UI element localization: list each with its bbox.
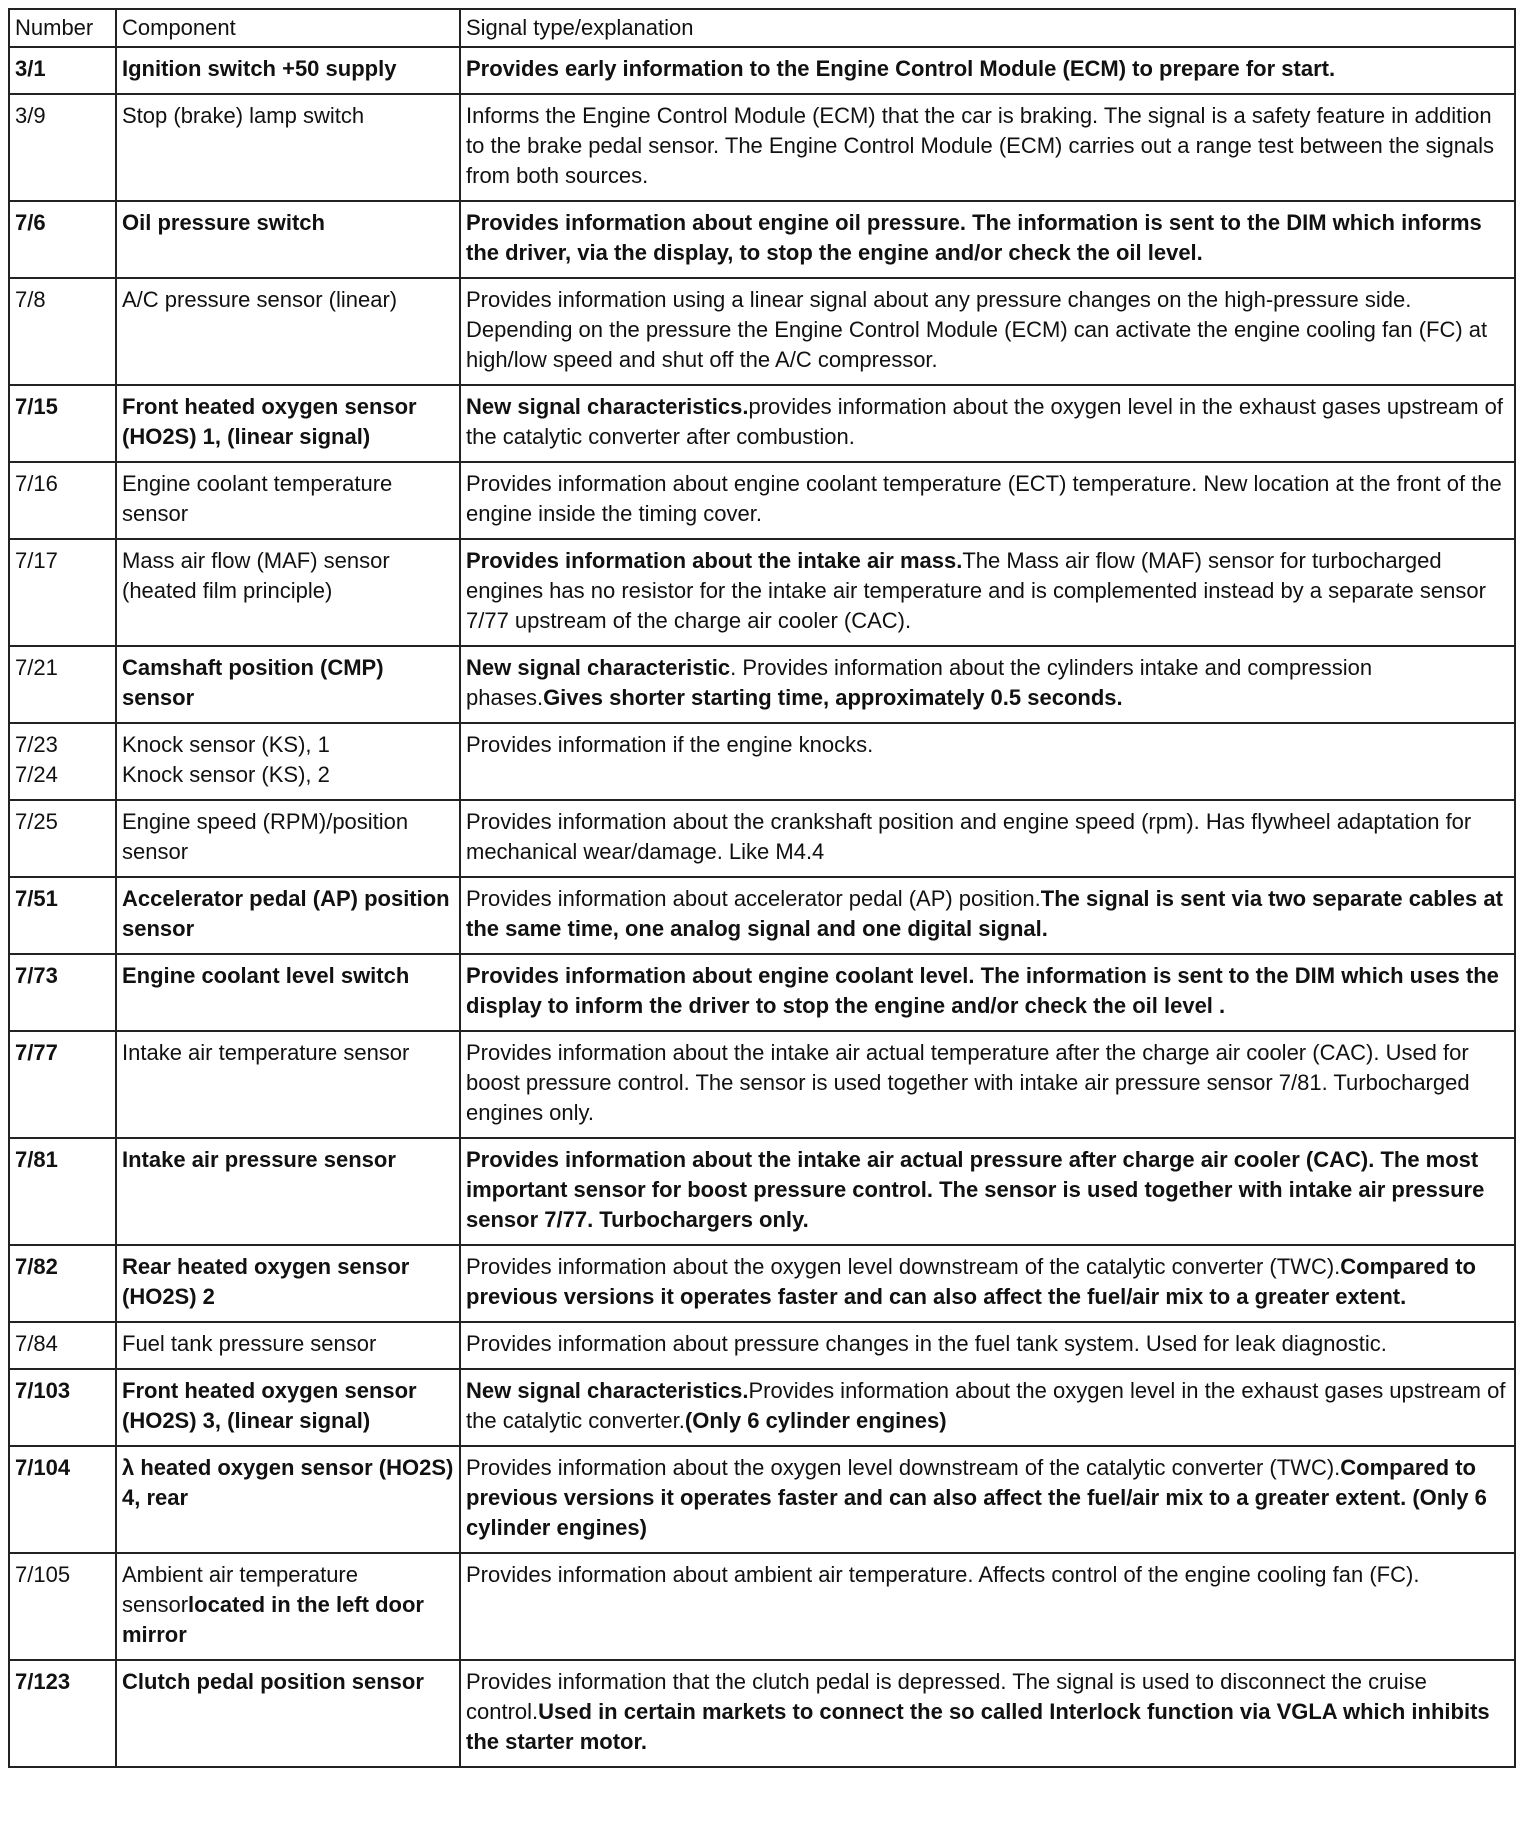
component-cell (116, 1031, 460, 1138)
component-cell-text: Accelerator pedal (AP) position sensor (122, 886, 450, 941)
component-cell (116, 877, 460, 954)
signal-cell-text: Provides information about engine oil pressure. The information is sent to the DIM which informs the driver, via the display, to stop the engine and/or check the oil level. (466, 210, 1482, 265)
table-row (9, 385, 1515, 462)
component-cell (116, 1553, 460, 1660)
header-row (9, 9, 1515, 47)
table-row (9, 278, 1515, 385)
table-row (9, 1660, 1515, 1767)
component-cell (116, 954, 460, 1031)
component-cell-text: Intake air pressure sensor (122, 1147, 396, 1172)
number-cell-text: 7/105 (15, 1562, 71, 1587)
signal-cell-text: Provides information about the intake air actual pressure after charge air cooler (CAC). The most important sensor for boost pressure control. The sensor is used together with intake air pressure sensor 7/77. Turbochargers only. (466, 1147, 1485, 1232)
number-cell (9, 1031, 116, 1138)
component-cell-text: Ambient air temperature sensor (122, 1562, 358, 1617)
signal-cell (460, 1245, 1515, 1322)
component-cell-line: Knock sensor (KS), 2 (122, 762, 330, 787)
signal-cell (460, 278, 1515, 385)
number-cell (9, 877, 116, 954)
signal-cell (460, 877, 1515, 954)
signal-cell-text: Provides information about the oxygen level in the exhaust gases upstream of the catalytic converter. (466, 1378, 1506, 1433)
table-row (9, 94, 1515, 201)
signal-cell-text: Provides information about engine coolant level. The information is sent to the DIM which uses the display to inform the driver to stop the engine and/or check the oil level . (466, 963, 1499, 1018)
table-row (9, 723, 1515, 800)
component-cell-text: Front heated oxygen sensor (HO2S) 1, (linear signal) (122, 394, 417, 449)
component-cell-text: Intake air temperature sensor (122, 1040, 410, 1065)
document-page (8, 8, 1514, 1768)
signal-cell-text: Compared to previous versions it operates faster and can also affect the fuel/air mix to a greater extent. (Only 6 cylinder engines) (466, 1455, 1487, 1540)
signal-cell-text: Provides information about pressure changes in the fuel tank system. Used for leak diagnostic. (466, 1331, 1387, 1356)
number-cell-line: 7/24 (15, 762, 58, 787)
signal-cell-text: provides information about the oxygen level in the exhaust gases upstream of the catalytic converter after combustion. (466, 394, 1504, 449)
number-cell-text: 7/51 (15, 886, 58, 911)
component-cell-text: Front heated oxygen sensor (HO2S) 3, (linear signal) (122, 1378, 417, 1433)
component-cell-text: λ heated oxygen sensor (HO2S) 4, rear (122, 1455, 454, 1510)
table-row (9, 646, 1515, 723)
signal-cell (460, 1031, 1515, 1138)
component-cell (116, 201, 460, 278)
component-cell (116, 723, 460, 800)
component-cell-text: Ignition switch +50 supply (122, 56, 397, 81)
component-cell (116, 385, 460, 462)
header-number: Number (9, 9, 116, 47)
table-row (9, 954, 1515, 1031)
signal-cell-text: Gives shorter starting time, approximately 0.5 seconds. (543, 685, 1123, 710)
number-cell (9, 1369, 116, 1446)
number-cell-text: 7/104 (15, 1455, 71, 1480)
table-row (9, 800, 1515, 877)
table-row (9, 1369, 1515, 1446)
component-cell (116, 539, 460, 646)
signal-cell (460, 201, 1515, 278)
number-cell (9, 278, 116, 385)
component-cell-line: Knock sensor (KS), 1 (122, 732, 330, 757)
number-cell (9, 201, 116, 278)
signal-cell-text: Provides information that the clutch pedal is depressed. The signal is used to disconnect the cruise control. (466, 1669, 1427, 1724)
number-cell-text: 7/81 (15, 1147, 58, 1172)
signal-cell (460, 539, 1515, 646)
signal-cell (460, 1446, 1515, 1553)
signal-cell-text: The signal is sent via two separate cables at the same time, one analog signal and one digital signal. (466, 886, 1503, 941)
number-cell-line: 7/23 (15, 732, 58, 757)
signal-cell-text: Used in certain markets to connect the so called Interlock function via VGLA which inhibits the starter motor. (466, 1699, 1490, 1754)
number-cell (9, 1553, 116, 1660)
table-row (9, 1322, 1515, 1369)
number-cell-text: 7/21 (15, 655, 58, 680)
number-cell (9, 800, 116, 877)
table-row (9, 47, 1515, 94)
signal-cell-text: Provides information about the intake air mass. (466, 548, 963, 573)
signal-cell-text: Provides information about accelerator pedal (AP) position. (466, 886, 1041, 911)
table-row (9, 539, 1515, 646)
number-cell-text: 7/82 (15, 1254, 58, 1279)
table-row (9, 462, 1515, 539)
signal-cell-text: Provides information if the engine knocks. (466, 732, 874, 757)
number-cell-text: 3/9 (15, 103, 46, 128)
number-cell (9, 462, 116, 539)
number-cell (9, 1446, 116, 1553)
table-row (9, 1031, 1515, 1138)
component-cell-text: Engine speed (RPM)/position sensor (122, 809, 409, 864)
number-cell-text: 7/25 (15, 809, 58, 834)
component-cell (116, 1245, 460, 1322)
component-cell (116, 1660, 460, 1767)
component-cell (116, 462, 460, 539)
component-cell-text: Engine coolant level switch (122, 963, 410, 988)
signal-table (8, 8, 1516, 1768)
signal-cell-text: Compared to previous versions it operates faster and can also affect the fuel/air mix to a greater extent. (466, 1254, 1476, 1309)
signal-cell (460, 800, 1515, 877)
component-cell (116, 646, 460, 723)
signal-cell-text: Provides information about the crankshaft position and engine speed (rpm). Has flywheel adaptation for mechanical wear/damage. Like M4.4 (466, 809, 1472, 864)
signal-cell-text: New signal characteristic (466, 655, 731, 680)
component-cell (116, 1138, 460, 1245)
component-cell (116, 47, 460, 94)
number-cell-text: 7/103 (15, 1378, 71, 1403)
signal-cell-text: . Provides information about the cylinders intake and compression phases. (466, 655, 1373, 710)
signal-cell-text: Provides information about the oxygen level downstream of the catalytic converter (TWC). (466, 1455, 1341, 1480)
number-cell (9, 385, 116, 462)
signal-cell-text: Provides information using a linear signal about any pressure changes on the high-pressure side. Depending on the pressure the Engine Control Module (ECM) can activate the engine cooling fan (FC) at high/low speed and shut off the A/C compressor. (466, 287, 1488, 372)
signal-cell (460, 1138, 1515, 1245)
signal-cell-text: Provides information about the intake air actual temperature after the charge air cooler (CAC). Used for boost pressure control. The sensor is used together with intake air pressure sensor 7/81. Turbocharged engines only. (466, 1040, 1470, 1125)
table-body (9, 47, 1515, 1767)
table-row (9, 877, 1515, 954)
number-cell-text: 7/73 (15, 963, 58, 988)
component-cell (116, 1446, 460, 1553)
component-cell-text: Fuel tank pressure sensor (122, 1331, 377, 1356)
signal-cell (460, 1553, 1515, 1660)
component-cell-text: Mass air flow (MAF) sensor (heated film principle) (122, 548, 390, 603)
number-cell (9, 646, 116, 723)
number-cell (9, 1660, 116, 1767)
component-cell-text: Camshaft position (CMP) sensor (122, 655, 384, 710)
signal-cell (460, 1322, 1515, 1369)
component-cell (116, 94, 460, 201)
signal-cell (460, 47, 1515, 94)
table-row (9, 1446, 1515, 1553)
number-cell-text: 7/123 (15, 1669, 71, 1694)
signal-cell-text: (Only 6 cylinder engines) (684, 1408, 947, 1433)
signal-cell-text: The Mass air flow (MAF) sensor for turbocharged engines has no resistor for the intake air temperature and is complemented instead by a separate sensor 7/77 upstream of the charge air cooler (CAC). (466, 548, 1486, 633)
signal-cell-text: Provides information about ambient air temperature. Affects control of the engine cooling fan (FC). (466, 1562, 1420, 1587)
signal-cell (460, 385, 1515, 462)
component-cell-text: Oil pressure switch (122, 210, 325, 235)
number-cell-text: 7/8 (15, 287, 46, 312)
signal-cell-text: Provides information about the oxygen level downstream of the catalytic converter (TWC). (466, 1254, 1341, 1279)
signal-cell (460, 646, 1515, 723)
signal-cell-text: Informs the Engine Control Module (ECM) that the car is braking. The signal is a safety feature in addition to the brake pedal sensor. The Engine Control Module (ECM) carries out a range test between the signals from both sources. (466, 103, 1495, 188)
signal-cell-text: New signal characteristics. (466, 1378, 749, 1403)
signal-cell (460, 954, 1515, 1031)
signal-cell (460, 1660, 1515, 1767)
component-cell-text: Engine coolant temperature sensor (122, 471, 393, 526)
component-cell-text: Stop (brake) lamp switch (122, 103, 365, 128)
signal-cell (460, 1369, 1515, 1446)
number-cell-text: 7/15 (15, 394, 58, 419)
signal-cell (460, 94, 1515, 201)
signal-cell-text: Provides early information to the Engine Control Module (ECM) to prepare for start. (466, 56, 1336, 81)
number-cell (9, 1138, 116, 1245)
component-cell-text: located in the left door mirror (122, 1592, 424, 1647)
header-signal: Signal type/explanation (460, 9, 1515, 47)
table-row (9, 1138, 1515, 1245)
number-cell-text: 7/84 (15, 1331, 58, 1356)
number-cell-text: 7/77 (15, 1040, 58, 1065)
signal-cell-text: Provides information about engine coolant temperature (ECT) temperature. New location at the front of the engine inside the timing cover. (466, 471, 1502, 526)
table-row (9, 1245, 1515, 1322)
component-cell (116, 1369, 460, 1446)
component-cell (116, 800, 460, 877)
number-cell (9, 539, 116, 646)
table-header (9, 9, 1515, 47)
table-row (9, 201, 1515, 278)
number-cell (9, 1322, 116, 1369)
table-row (9, 1553, 1515, 1660)
component-cell-text: A/C pressure sensor (linear) (122, 287, 398, 312)
number-cell (9, 94, 116, 201)
header-component: Component (116, 9, 460, 47)
number-cell (9, 954, 116, 1031)
number-cell-text: 7/16 (15, 471, 58, 496)
number-cell-text: 7/17 (15, 548, 58, 573)
component-cell-text: Clutch pedal position sensor (122, 1669, 424, 1694)
signal-cell (460, 462, 1515, 539)
number-cell-text: 3/1 (15, 56, 46, 81)
number-cell (9, 1245, 116, 1322)
number-cell-text: 7/6 (15, 210, 46, 235)
signal-cell (460, 723, 1515, 800)
component-cell (116, 278, 460, 385)
component-cell (116, 1322, 460, 1369)
number-cell (9, 47, 116, 94)
number-cell (9, 723, 116, 800)
signal-cell-text: New signal characteristics. (466, 394, 749, 419)
component-cell-text: Rear heated oxygen sensor (HO2S) 2 (122, 1254, 410, 1309)
